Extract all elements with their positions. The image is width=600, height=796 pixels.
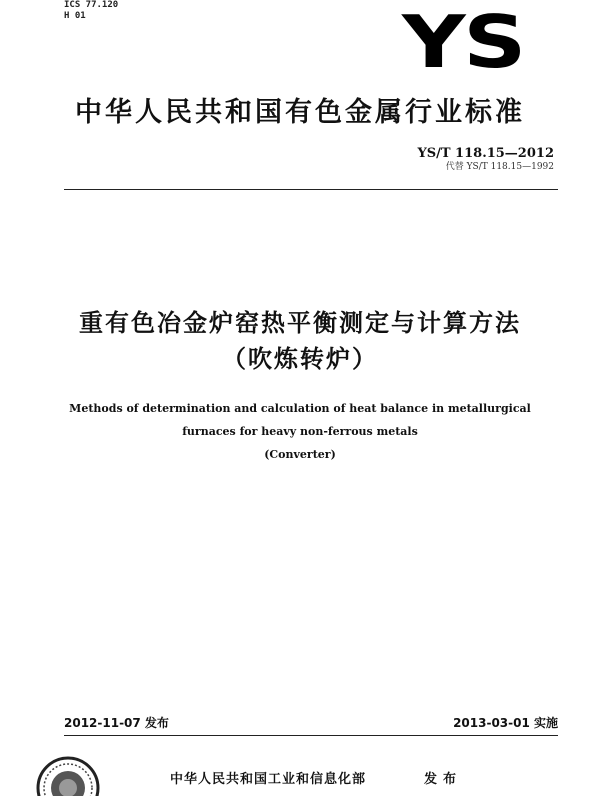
title-en-line1: Methods of determination and calculation of heat balance in metallurgical: [69, 402, 531, 415]
standard-number: YS/T 118.15—2012: [417, 146, 554, 161]
title-cn-line2: （吹炼转炉）: [222, 345, 378, 373]
standard-type-title: 中华人民共和国有色金属行业标准: [75, 97, 525, 128]
ics-code: ICS 77.120: [64, 0, 119, 10]
ccs-code: H 01: [64, 11, 86, 21]
title-en-line3: (Converter): [264, 448, 336, 461]
official-seal-icon: [36, 756, 100, 796]
classification-codes: [64, 0, 118, 22]
implementation-date: 2013-03-01 实施: [453, 716, 558, 730]
publisher-name: 中华人民共和国工业和信息化部: [170, 772, 367, 787]
standard-numbers: [417, 146, 554, 173]
footer-divider: [64, 735, 558, 736]
title-cn-line1: 重有色冶金炉窑热平衡测定与计算方法: [79, 309, 521, 337]
publish-action: 发布: [424, 772, 463, 787]
issue-date: 2012-11-07 发布: [64, 716, 169, 730]
header-divider: [64, 189, 558, 190]
title-en-line2: furnaces for heavy non-ferrous metals: [182, 425, 418, 438]
replaces-standard: 代替 YS/T 118.15—1992: [445, 162, 554, 172]
ys-logo: YS: [402, 0, 524, 84]
